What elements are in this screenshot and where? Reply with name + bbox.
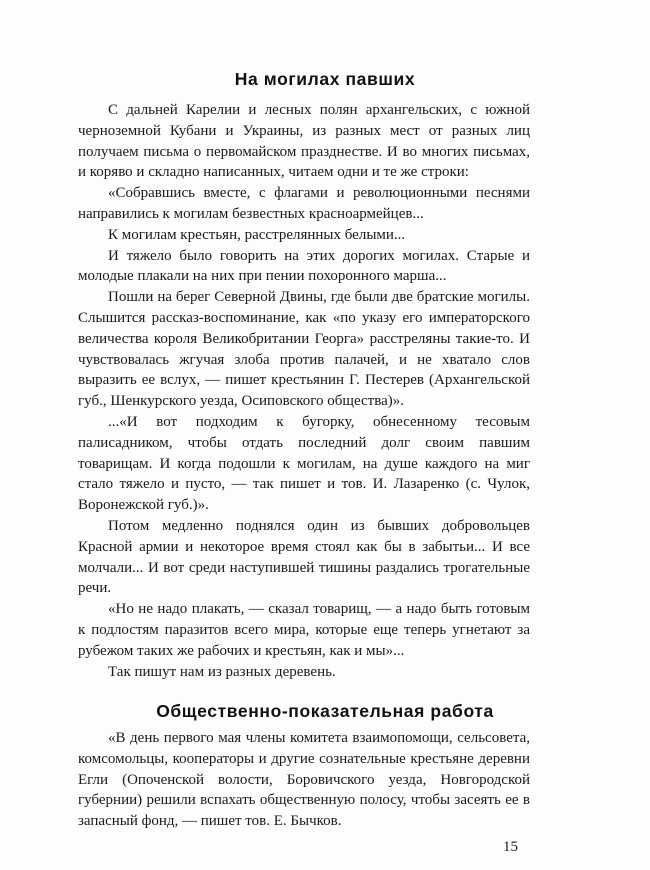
article-title-public-work: Общественно-показательная работа xyxy=(156,701,494,721)
paragraph: Пошли на берег Северной Двины, где были две братские могилы. Слышится рассказ-воспоминание, как «по указу его императорского величества короля Великобритании Георга» расстреляны такие-то. И чувствовалась жгучая злоба против палачей, и не хватало слов выразить ее вслух, — пишет крестьянин Г. Пестерев (Архангельской губ., Шенкурского уезда, Осиповского общества)». xyxy=(78,289,530,410)
paragraph: И тяжело было говорить на этих дорогих могилах. Старые и молодые плакали на них при пении похоронного марша... xyxy=(78,247,530,285)
article-body-graves xyxy=(78,100,530,682)
paragraph: «Собравшись вместе, с флагами и революционными песнями направились к могилам безвестных красноармейцев... xyxy=(78,185,530,222)
paragraph: Так пишут нам из разных деревень. xyxy=(108,663,336,680)
paragraph: ...«И вот подходим к бугорку, обнесенному тесовым палисадником, чтобы отдать последний долг своим павшим товарищам. И когда подошли к могилам, на душе каждого на миг стало тяжело и пусто, — так пишет и тов. И. Лазаренко (с. Чулок, Воронежской губ.)». xyxy=(78,413,530,514)
paragraph: «Но не надо плакать, — сказал товарищ, — а надо быть готовым к подлостям паразитов всего мира, которые еще теперь угнетают за рубежом таких же рабочих и крестьян, как и мы»... xyxy=(78,601,530,659)
article-title-graves: На могилах павших xyxy=(234,69,416,89)
article-body-public-work xyxy=(78,728,530,832)
paragraph: «В день первого мая члены комитета взаимопомощи, сельсовета, комсомольцы, кооператоры и другие сознательные крестьяне деревни Егли (Опоченской волости, Боровичского уезда, Новгородской губернии) решили вспахать общественную полосу, чтобы засеять ее в запасный фонд, — пишет тов. Е. Бычков. xyxy=(78,730,530,830)
page-number: 15 xyxy=(503,839,518,855)
paragraph: Потом медленно поднялся один из бывших добровольцев Красной армии и некоторое время стоял как бы в забытьи... И все молчали... И вот среди наступившей тишины раздались трогательные речи. xyxy=(78,517,530,597)
paragraph: К могилам крестьян, расстрелянных белыми... xyxy=(108,226,406,243)
paragraph: С дальней Карелии и лесных полян архангельских, с южной черноземной Кубани и Украины, из разных мест от разных лиц получаем письма о первомайском празднестве. И во многих письмах, и коряво и складно написанных, читаем одни и те же строки: xyxy=(78,102,530,181)
